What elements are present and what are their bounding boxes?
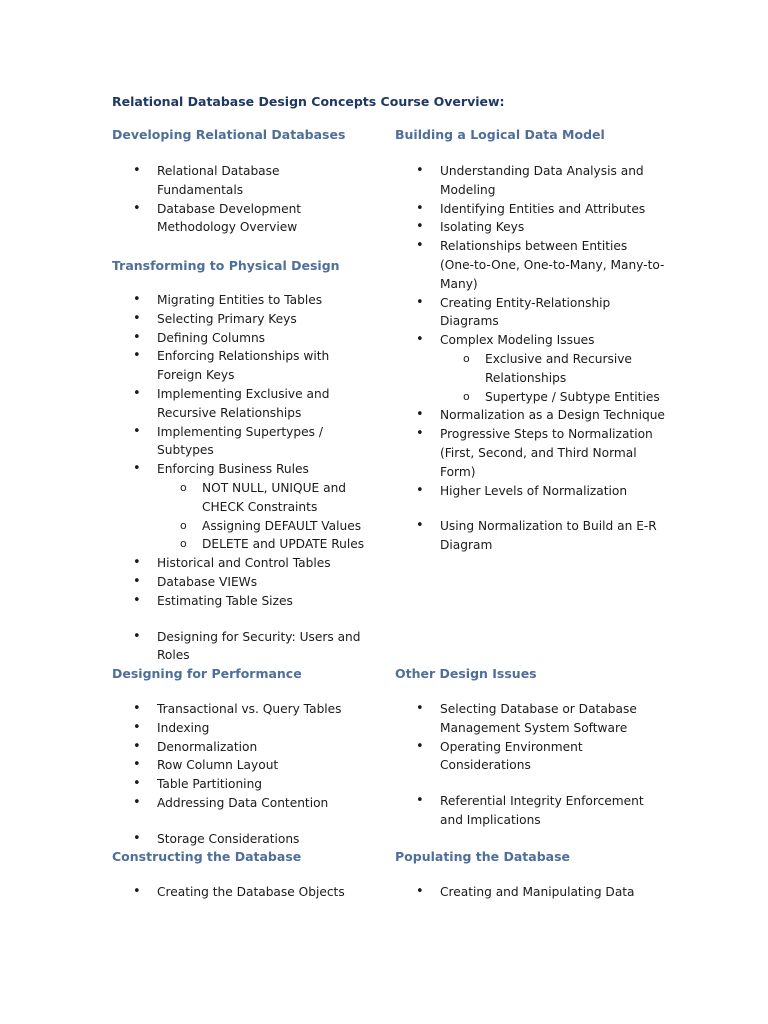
list-item: • Relational Database Fundamentals [112,162,332,200]
list-item: • Operating Environment Considerations [395,738,665,776]
list-item: • Migrating Entities to Tables [112,291,374,310]
list-item: • Normalization as a Design Technique [395,406,665,425]
list-item: • Database Development Methodology Overview [112,200,332,238]
list-item: • Designing for Security: Users and Roles [112,628,374,666]
list-item: • Database VIEWs [112,573,374,592]
heading-developing: Developing Relational Databases [112,127,346,142]
list-item: • Selecting Database or Database Management System Software [395,700,665,738]
list-item: • Addressing Data Contention [112,794,374,813]
list-item: • Transactional vs. Query Tables [112,700,374,719]
list-item-label: Complex Modeling Issues [440,333,595,348]
list-other [395,700,665,830]
list-item: • Denormalization [112,738,374,757]
sub-list-item: o Exclusive and Recursive Relationships [440,350,665,388]
list-item: • Indexing [112,719,374,738]
list-item: • Historical and Control Tables [112,554,374,573]
list-item: • Table Partitioning [112,775,374,794]
heading-other: Other Design Issues [395,666,537,681]
heading-logical: Building a Logical Data Model [395,127,605,142]
list-logical [395,162,665,555]
list-populating [395,883,665,902]
list-item: • Understanding Data Analysis and Modeling [395,162,665,200]
list-item: • Implementing Supertypes / Subtypes [112,423,374,461]
list-performance [112,700,374,849]
document-title: Relational Database Design Concepts Course Overview: [112,94,505,109]
sub-list-complex-modeling [440,350,665,406]
sub-list-business-rules [157,479,374,554]
list-item: • Isolating Keys [395,218,665,237]
heading-physical: Transforming to Physical Design [112,258,340,273]
list-item: • Relationships between Entities (One-to-One, One-to-Many, Many-to-Many) [395,237,665,293]
list-item: • Creating the Database Objects [112,883,374,902]
list-item: • Identifying Entities and Attributes [395,200,665,219]
list-item: • Higher Levels of Normalization [395,482,665,501]
list-item: • Enforcing Relationships with Foreign Keys [112,347,374,385]
list-item: • Estimating Table Sizes [112,592,374,611]
list-item: • Implementing Exclusive and Recursive Relationships [112,385,374,423]
list-item [395,331,665,406]
sub-list-item: o NOT NULL, UNIQUE and CHECK Constraints [157,479,374,517]
heading-performance: Designing for Performance [112,666,302,681]
list-item: • Defining Columns [112,329,374,348]
list-item: • Referential Integrity Enforcement and Implications [395,792,665,830]
heading-populating: Populating the Database [395,849,570,864]
sub-list-item: o DELETE and UPDATE Rules [157,535,374,554]
list-item: • Creating Entity-Relationship Diagrams [395,294,665,332]
list-item: • Using Normalization to Build an E-R Diagram [395,517,665,555]
list-physical [112,291,374,665]
list-item-label: Enforcing Business Rules [157,462,309,477]
list-constructing [112,883,374,902]
heading-constructing: Constructing the Database [112,849,302,864]
list-item: • Row Column Layout [112,756,374,775]
sub-list-item: o Supertype / Subtype Entities [440,388,665,407]
list-developing [112,162,332,237]
list-item: • Progressive Steps to Normalization (First, Second, and Third Normal Form) [395,425,665,481]
list-item: • Selecting Primary Keys [112,310,374,329]
list-item: • Creating and Manipulating Data [395,883,665,902]
list-item [112,460,374,554]
sub-list-item: o Assigning DEFAULT Values [157,517,374,536]
list-item: • Storage Considerations [112,830,374,849]
